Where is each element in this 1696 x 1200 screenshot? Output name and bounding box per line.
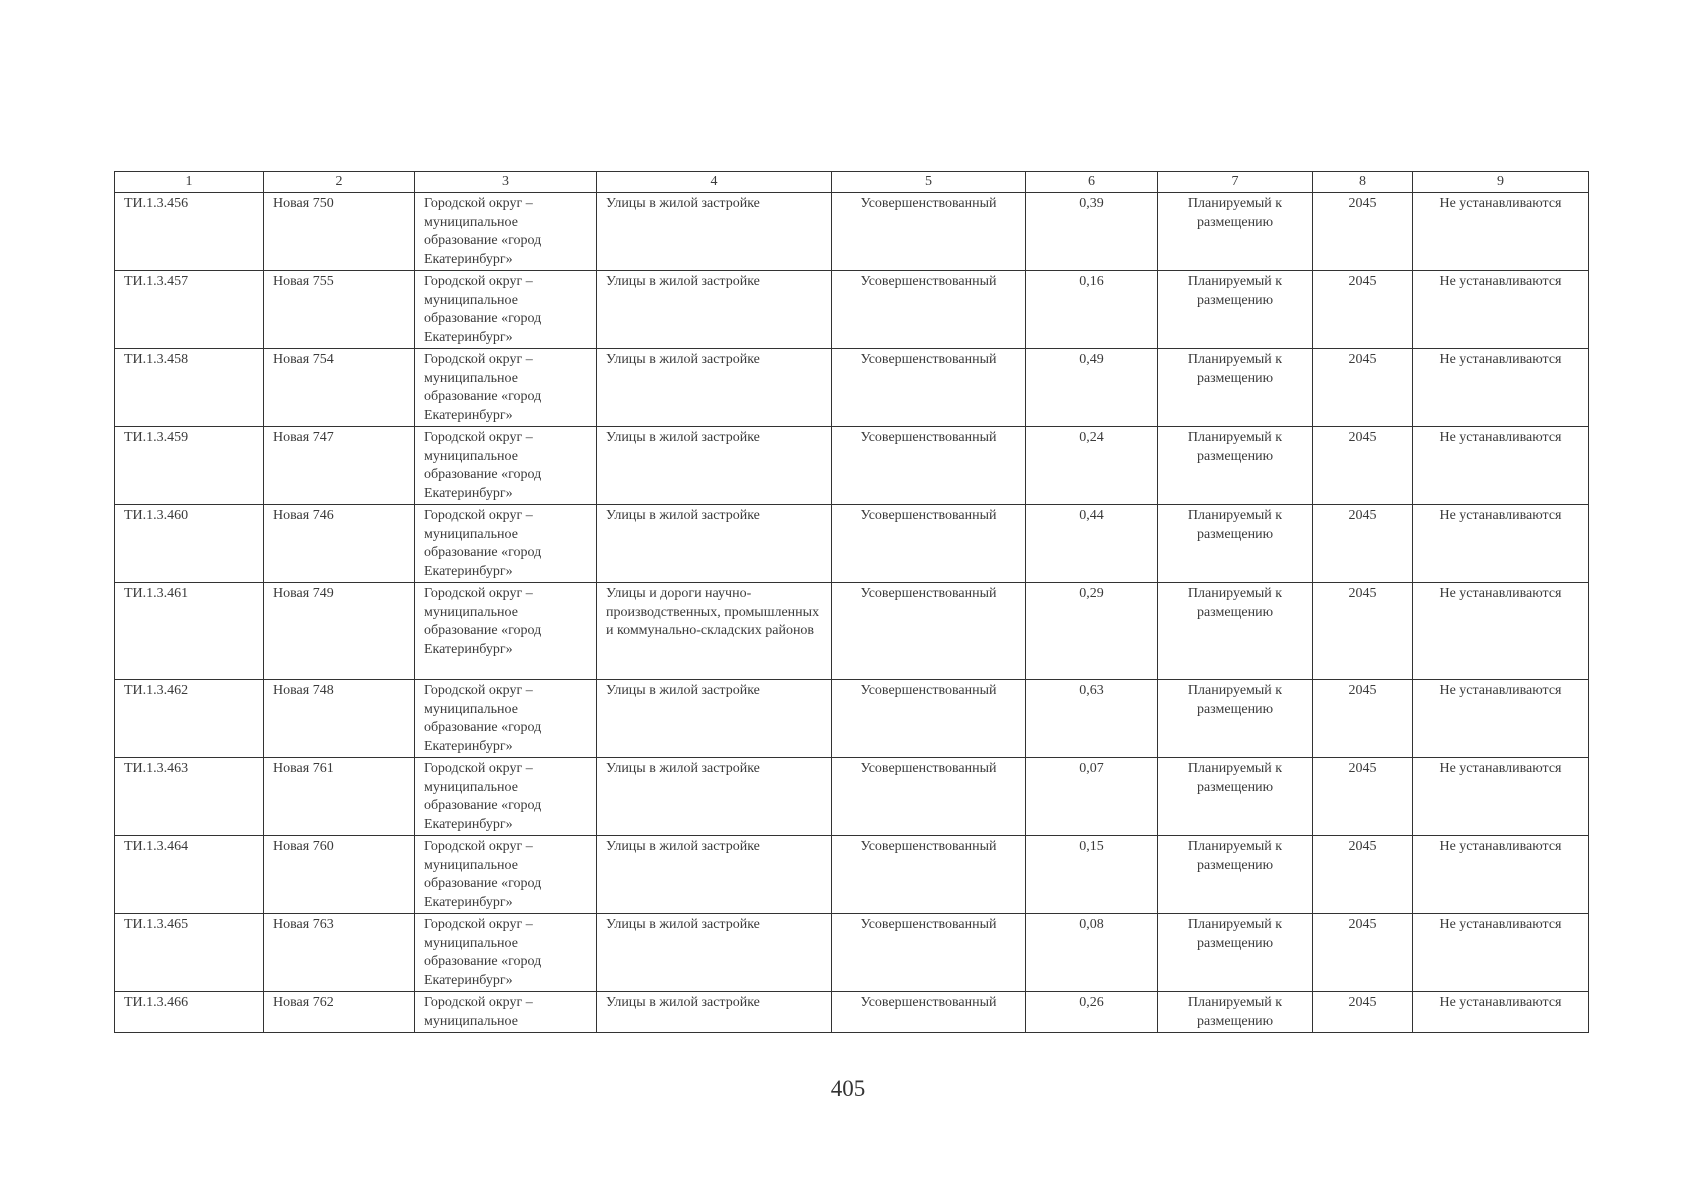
cell-status: Планируемый к размещению	[1158, 680, 1313, 758]
cell-name: Новая 761	[264, 758, 415, 836]
cell-length: 0,08	[1026, 914, 1158, 992]
cell-municipality: Городской округ – муниципальное образование «город Екатеринбург»	[415, 914, 597, 992]
cell-municipality: Городской округ – муниципальное образование «город Екатеринбург»	[415, 349, 597, 427]
cell-street-category: Улицы в жилой застройке	[597, 758, 832, 836]
cell-status: Планируемый к размещению	[1158, 349, 1313, 427]
cell-surface-type: Усовершенствованный	[832, 271, 1026, 349]
cell-name: Новая 746	[264, 505, 415, 583]
cell-id: ТИ.1.3.456	[115, 193, 264, 271]
cell-id: ТИ.1.3.463	[115, 758, 264, 836]
cell-length: 0,29	[1026, 583, 1158, 680]
cell-street-category: Улицы в жилой застройке	[597, 680, 832, 758]
cell-name: Новая 755	[264, 271, 415, 349]
cell-year: 2045	[1313, 349, 1413, 427]
cell-name: Новая 760	[264, 836, 415, 914]
col-header-4: 4	[597, 172, 832, 193]
header-row	[115, 172, 1589, 193]
cell-year: 2045	[1313, 427, 1413, 505]
cell-id: ТИ.1.3.462	[115, 680, 264, 758]
cell-name: Новая 750	[264, 193, 415, 271]
cell-zones: Не устанавливаются	[1413, 505, 1589, 583]
table-row	[115, 349, 1589, 427]
cell-zones: Не устанавливаются	[1413, 427, 1589, 505]
cell-length: 0,15	[1026, 836, 1158, 914]
cell-status: Планируемый к размещению	[1158, 427, 1313, 505]
cell-name: Новая 754	[264, 349, 415, 427]
table-header	[115, 172, 1589, 193]
cell-year: 2045	[1313, 271, 1413, 349]
cell-year: 2045	[1313, 583, 1413, 680]
cell-municipality: Городской округ – муниципальное образование «город Екатеринбург»	[415, 427, 597, 505]
col-header-3: 3	[415, 172, 597, 193]
cell-status: Планируемый к размещению	[1158, 914, 1313, 992]
cell-zones: Не устанавливаются	[1413, 583, 1589, 680]
cell-name: Новая 748	[264, 680, 415, 758]
cell-status: Планируемый к размещению	[1158, 271, 1313, 349]
cell-zones: Не устанавливаются	[1413, 271, 1589, 349]
cell-status: Планируемый к размещению	[1158, 583, 1313, 680]
cell-surface-type: Усовершенствованный	[832, 583, 1026, 680]
cell-id: ТИ.1.3.458	[115, 349, 264, 427]
cell-length: 0,26	[1026, 992, 1158, 1033]
cell-surface-type: Усовершенствованный	[832, 505, 1026, 583]
table-row	[115, 914, 1589, 992]
cell-status: Планируемый к размещению	[1158, 836, 1313, 914]
cell-surface-type: Усовершенствованный	[832, 349, 1026, 427]
cell-municipality: Городской округ – муниципальное образование «город Екатеринбург»	[415, 193, 597, 271]
table-row	[115, 505, 1589, 583]
col-header-2: 2	[264, 172, 415, 193]
cell-surface-type: Усовершенствованный	[832, 914, 1026, 992]
cell-year: 2045	[1313, 836, 1413, 914]
table-row	[115, 193, 1589, 271]
cell-zones: Не устанавливаются	[1413, 193, 1589, 271]
cell-length: 0,63	[1026, 680, 1158, 758]
cell-street-category: Улицы в жилой застройке	[597, 836, 832, 914]
cell-status: Планируемый к размещению	[1158, 193, 1313, 271]
cell-municipality: Городской округ – муниципальное образование «город Екатеринбург»	[415, 271, 597, 349]
cell-id: ТИ.1.3.459	[115, 427, 264, 505]
col-header-7: 7	[1158, 172, 1313, 193]
cell-surface-type: Усовершенствованный	[832, 758, 1026, 836]
table-row	[115, 680, 1589, 758]
cell-length: 0,39	[1026, 193, 1158, 271]
cell-length: 0,24	[1026, 427, 1158, 505]
cell-year: 2045	[1313, 680, 1413, 758]
table-row	[115, 758, 1589, 836]
cell-status: Планируемый к размещению	[1158, 992, 1313, 1033]
cell-id: ТИ.1.3.457	[115, 271, 264, 349]
col-header-6: 6	[1026, 172, 1158, 193]
table-body	[115, 193, 1589, 1033]
cell-street-category: Улицы в жилой застройке	[597, 914, 832, 992]
cell-zones: Не устанавливаются	[1413, 836, 1589, 914]
cell-municipality: Городской округ – муниципальное	[415, 992, 597, 1033]
table-row	[115, 427, 1589, 505]
cell-municipality: Городской округ – муниципальное образование «город Екатеринбург»	[415, 680, 597, 758]
cell-name: Новая 747	[264, 427, 415, 505]
cell-zones: Не устанавливаются	[1413, 349, 1589, 427]
cell-id: ТИ.1.3.466	[115, 992, 264, 1033]
cell-municipality: Городской округ – муниципальное образование «город Екатеринбург»	[415, 583, 597, 680]
cell-zones: Не устанавливаются	[1413, 680, 1589, 758]
cell-street-category: Улицы в жилой застройке	[597, 992, 832, 1033]
col-header-1: 1	[115, 172, 264, 193]
cell-municipality: Городской округ – муниципальное образование «город Екатеринбург»	[415, 758, 597, 836]
cell-name: Новая 763	[264, 914, 415, 992]
cell-year: 2045	[1313, 992, 1413, 1033]
cell-street-category: Улицы в жилой застройке	[597, 505, 832, 583]
cell-id: ТИ.1.3.465	[115, 914, 264, 992]
cell-street-category: Улицы в жилой застройке	[597, 349, 832, 427]
table-row	[115, 583, 1589, 680]
cell-zones: Не устанавливаются	[1413, 992, 1589, 1033]
cell-year: 2045	[1313, 914, 1413, 992]
cell-surface-type: Усовершенствованный	[832, 680, 1026, 758]
data-table	[114, 171, 1589, 1033]
cell-surface-type: Усовершенствованный	[832, 427, 1026, 505]
cell-zones: Не устанавливаются	[1413, 758, 1589, 836]
cell-year: 2045	[1313, 505, 1413, 583]
table-row	[115, 271, 1589, 349]
cell-street-category: Улицы в жилой застройке	[597, 427, 832, 505]
cell-length: 0,44	[1026, 505, 1158, 583]
cell-year: 2045	[1313, 193, 1413, 271]
cell-name: Новая 762	[264, 992, 415, 1033]
cell-municipality: Городской округ – муниципальное образование «город Екатеринбург»	[415, 836, 597, 914]
cell-street-category: Улицы в жилой застройке	[597, 193, 832, 271]
cell-street-category: Улицы в жилой застройке	[597, 271, 832, 349]
table-row	[115, 992, 1589, 1033]
cell-id: ТИ.1.3.461	[115, 583, 264, 680]
col-header-8: 8	[1313, 172, 1413, 193]
page-number: 405	[830, 1076, 866, 1101]
cell-zones: Не устанавливаются	[1413, 914, 1589, 992]
cell-year: 2045	[1313, 758, 1413, 836]
cell-name: Новая 749	[264, 583, 415, 680]
cell-status: Планируемый к размещению	[1158, 505, 1313, 583]
table-row	[115, 836, 1589, 914]
col-header-5: 5	[832, 172, 1026, 193]
cell-municipality: Городской округ – муниципальное образование «город Екатеринбург»	[415, 505, 597, 583]
cell-length: 0,07	[1026, 758, 1158, 836]
cell-surface-type: Усовершенствованный	[832, 836, 1026, 914]
cell-length: 0,16	[1026, 271, 1158, 349]
cell-surface-type: Усовершенствованный	[832, 992, 1026, 1033]
cell-surface-type: Усовершенствованный	[832, 193, 1026, 271]
cell-id: ТИ.1.3.460	[115, 505, 264, 583]
cell-street-category: Улицы и дороги научно-производственных, промышленных и коммунально-складских районов	[597, 583, 832, 680]
cell-id: ТИ.1.3.464	[115, 836, 264, 914]
cell-length: 0,49	[1026, 349, 1158, 427]
col-header-9: 9	[1413, 172, 1589, 193]
cell-status: Планируемый к размещению	[1158, 758, 1313, 836]
